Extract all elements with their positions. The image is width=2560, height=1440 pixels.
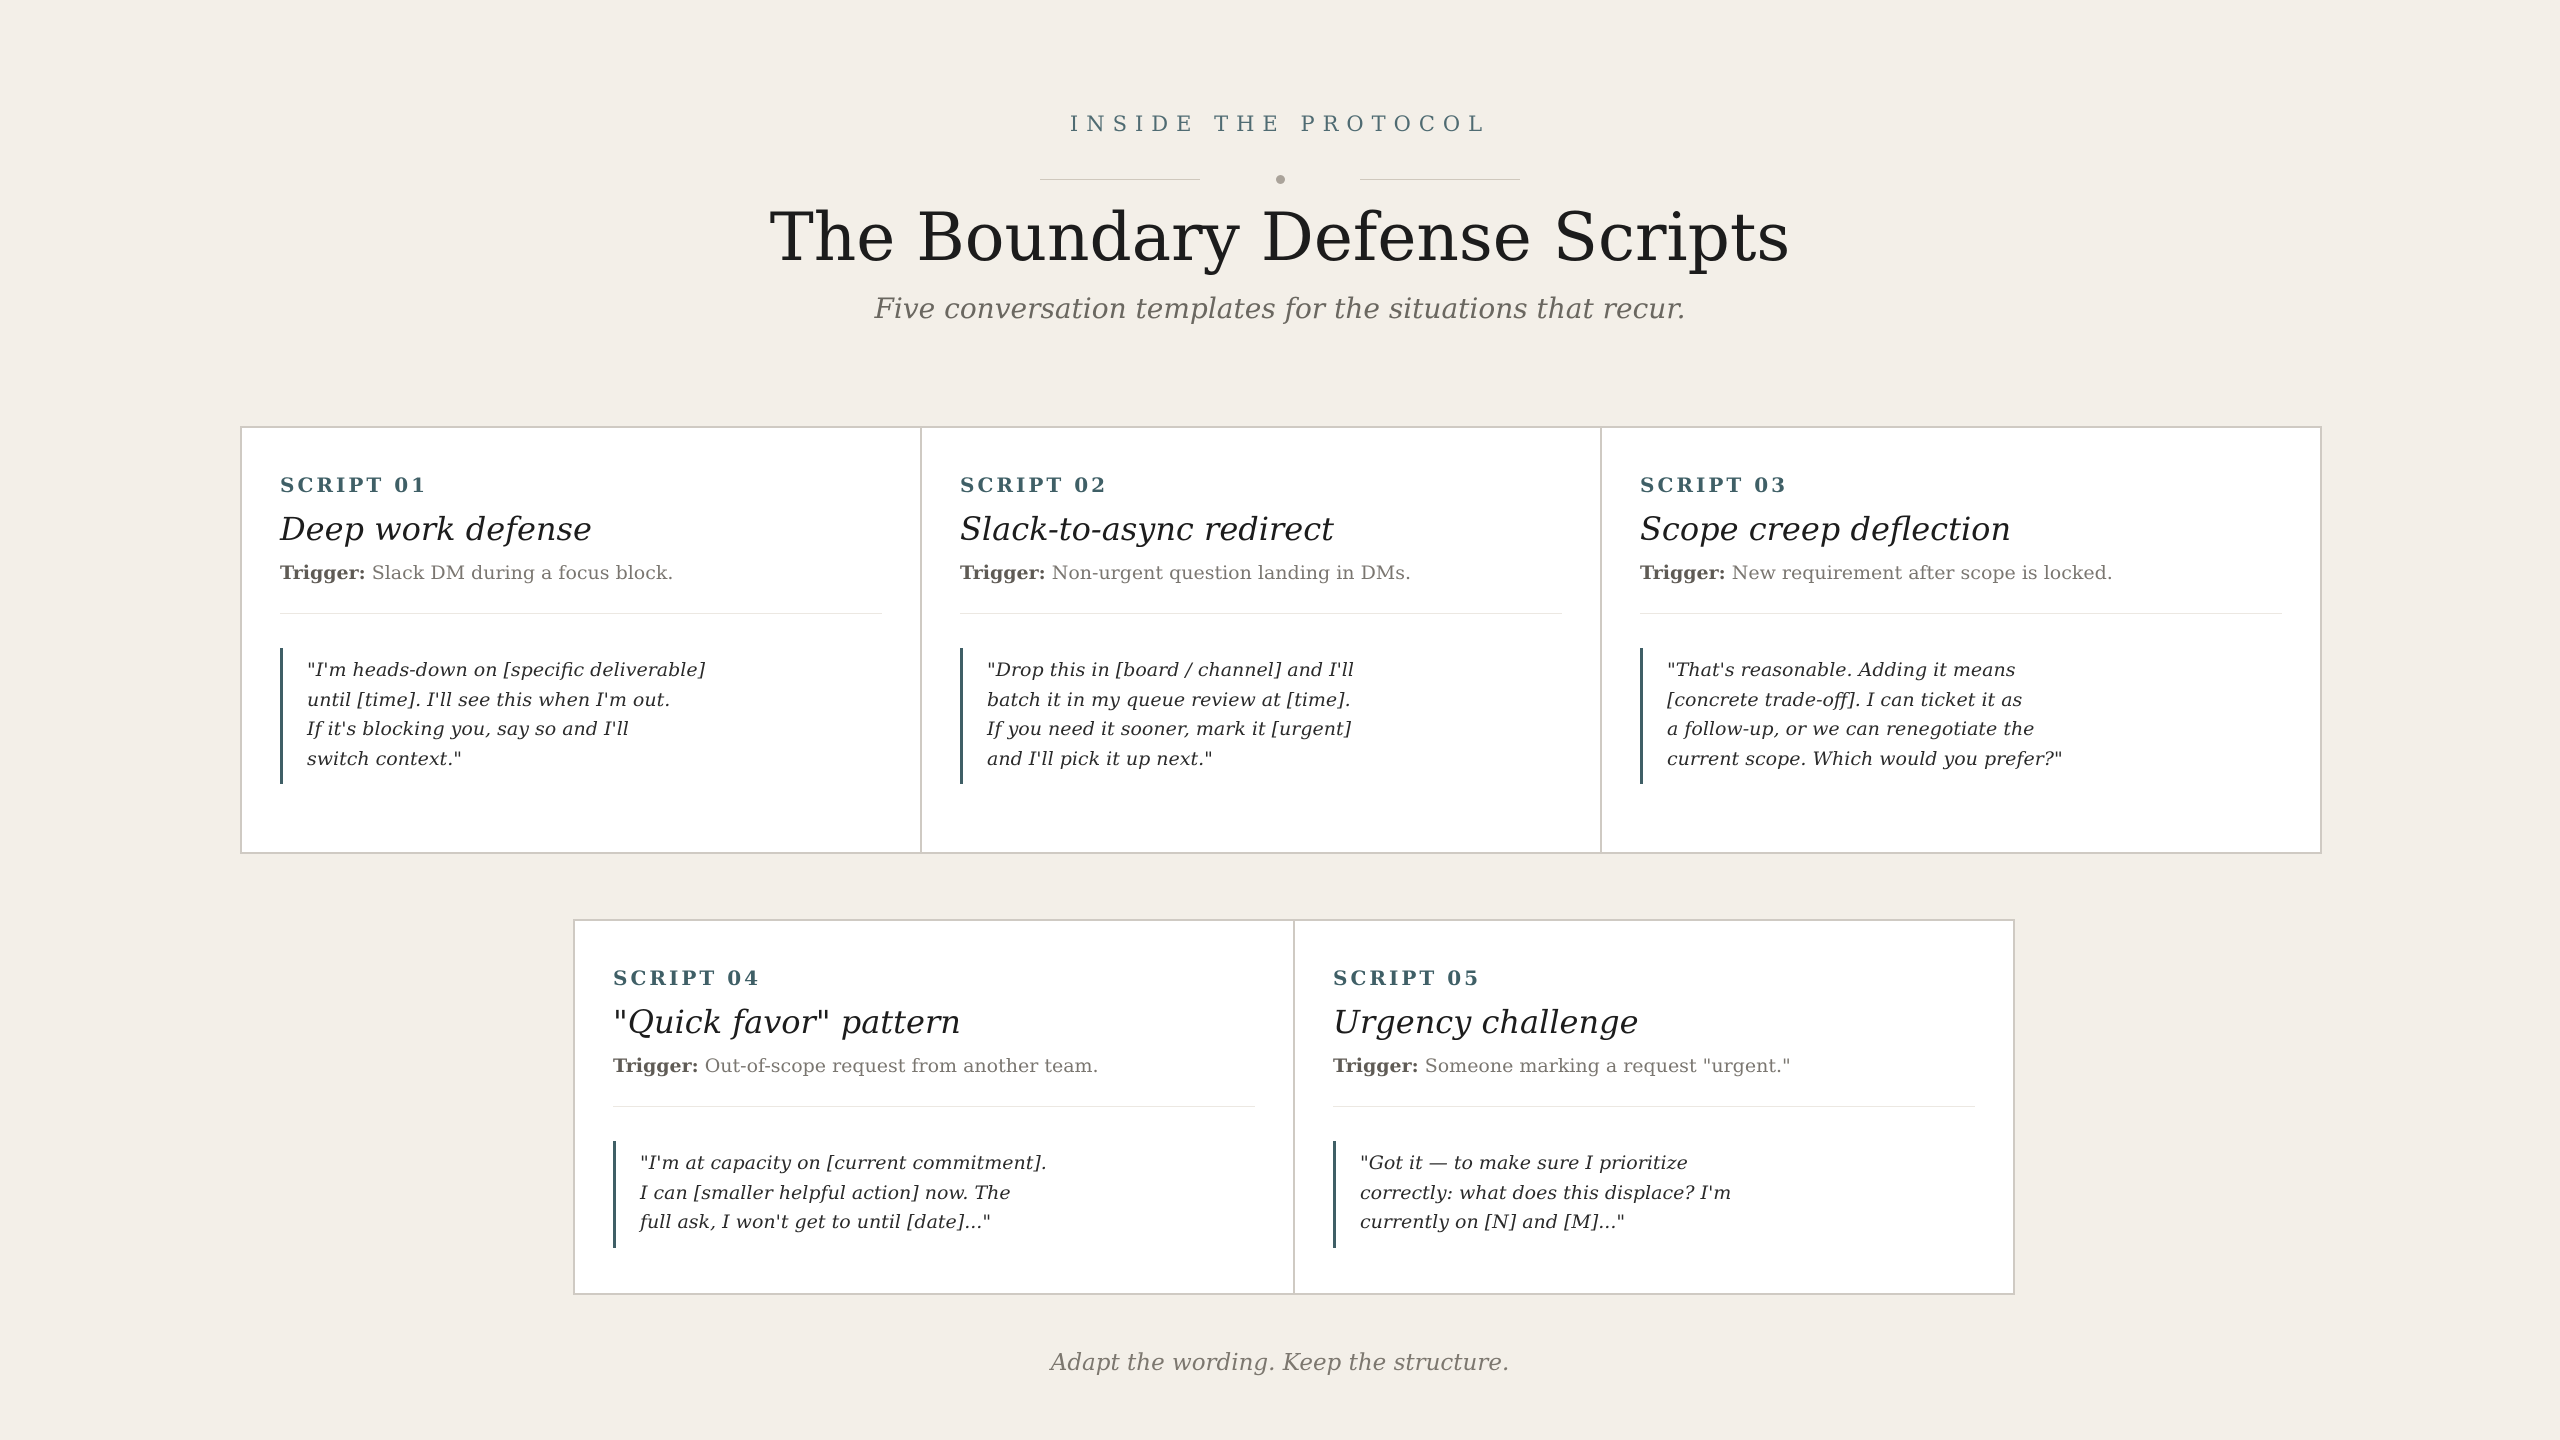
quote-line: If you need it sooner, mark it [urgent] xyxy=(987,718,1352,740)
trigger-text: Someone marking a request "urgent." xyxy=(1424,1055,1791,1077)
page-title: The Boundary Defense Scripts xyxy=(769,199,1791,276)
page-subtitle: Five conversation templates for the situations that recur. xyxy=(874,292,1686,325)
trigger-label: Trigger: xyxy=(280,562,366,584)
quote-line: "That's reasonable. Adding it means xyxy=(1667,659,2016,681)
script-title: Urgency challenge xyxy=(1333,1003,1639,1041)
ornament-divider xyxy=(1040,172,1520,188)
footer-note: Adapt the wording. Keep the structure. xyxy=(1050,1350,1510,1376)
script-trigger xyxy=(280,562,673,584)
quote-line: a follow-up, or we can renegotiate the xyxy=(1667,718,2035,740)
quote-line: batch it in my queue review at [time]. xyxy=(987,688,1351,711)
card-divider xyxy=(960,613,1562,614)
script-quote xyxy=(280,648,710,784)
script-quote xyxy=(960,648,1390,784)
script-trigger xyxy=(613,1055,1099,1077)
script-title: Deep work defense xyxy=(280,510,592,548)
script-card-01 xyxy=(240,426,922,854)
trigger-label: Trigger: xyxy=(960,562,1046,584)
quote-line: current scope. Which would you prefer?" xyxy=(1667,747,2063,770)
quote-line: full ask, I won't get to until [date]..." xyxy=(640,1211,992,1233)
card-divider xyxy=(280,613,882,614)
quote-line: correctly: what does this displace? I'm xyxy=(1360,1181,1732,1204)
quote-line: "I'm heads-down on [specific deliverable] xyxy=(307,659,706,681)
script-number: SCRIPT 02 xyxy=(960,473,1109,497)
script-number: SCRIPT 03 xyxy=(1640,473,1789,497)
script-trigger xyxy=(960,562,1411,584)
script-quote xyxy=(613,1141,1073,1248)
trigger-label: Trigger: xyxy=(1640,562,1726,584)
script-card-05 xyxy=(1293,919,2015,1295)
script-number: SCRIPT 01 xyxy=(280,473,429,497)
card-divider xyxy=(1640,613,2282,614)
trigger-text: New requirement after scope is locked. xyxy=(1731,562,2113,584)
trigger-label: Trigger: xyxy=(613,1055,699,1077)
card-divider xyxy=(613,1106,1255,1107)
trigger-text: Non-urgent question landing in DMs. xyxy=(1051,562,1412,584)
quote-line: and I'll pick it up next." xyxy=(987,747,1213,770)
quote-line: If it's blocking you, say so and I'll xyxy=(307,718,629,740)
trigger-text: Out-of-scope request from another team. xyxy=(704,1055,1099,1077)
script-card-03 xyxy=(1600,426,2322,854)
script-title: Scope creep deflection xyxy=(1640,510,2012,548)
script-trigger xyxy=(1640,562,2113,584)
script-quote xyxy=(1333,1141,1793,1248)
script-title: Slack-to-async redirect xyxy=(960,510,1334,548)
script-card-04 xyxy=(573,919,1295,1295)
divider-line-right xyxy=(1360,179,1520,180)
trigger-text: Slack DM during a focus block. xyxy=(371,562,674,584)
quote-line: currently on [N] and [M]..." xyxy=(1360,1211,1626,1233)
quote-line: "I'm at capacity on [current commitment]. xyxy=(640,1152,1047,1174)
script-quote xyxy=(1640,648,2100,784)
quote-line: [concrete trade-off]. I can ticket it as xyxy=(1667,688,2023,711)
quote-line: switch context." xyxy=(307,747,462,770)
quote-line: "Drop this in [board / channel] and I'll xyxy=(987,659,1354,681)
card-divider xyxy=(1333,1106,1975,1107)
divider-line-left xyxy=(1040,179,1200,180)
script-number: SCRIPT 05 xyxy=(1333,966,1482,990)
trigger-label: Trigger: xyxy=(1333,1055,1419,1077)
script-number: SCRIPT 04 xyxy=(613,966,762,990)
divider-dot-icon xyxy=(1276,175,1285,184)
eyebrow-label: INSIDE THE PROTOCOL xyxy=(1069,112,1491,136)
script-card-02 xyxy=(920,426,1602,854)
quote-line: I can [smaller helpful action] now. The xyxy=(640,1181,1011,1204)
script-trigger xyxy=(1333,1055,1791,1077)
quote-line: until [time]. I'll see this when I'm out. xyxy=(307,688,671,711)
quote-line: "Got it — to make sure I prioritize xyxy=(1360,1152,1688,1174)
script-title: "Quick favor" pattern xyxy=(613,1003,961,1041)
